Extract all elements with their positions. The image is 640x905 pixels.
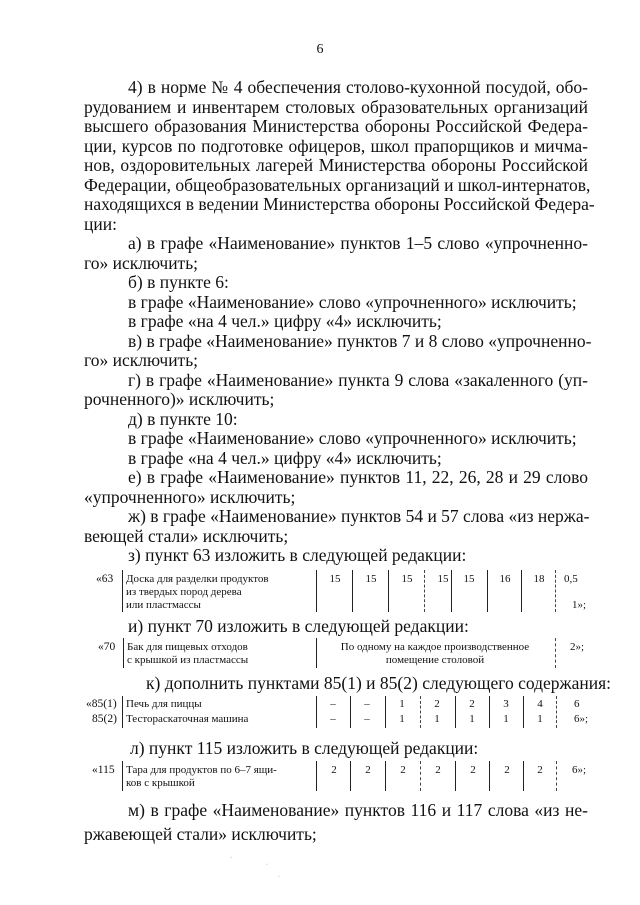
norm-value-last: 2»; [570,641,585,653]
text-line: и) пункт 70 изложить в следующей редакции: [128,616,469,636]
scan-speck: · [266,862,268,868]
norm-value: 1 [503,713,509,725]
norm-value: 2 [365,764,371,776]
text-line: «упрочненного» исключить; [84,486,296,507]
norm-value: 1 [399,698,405,710]
text-line: г) в графе «Наименование» пункта 9 слова «закаленного (уп- [128,369,588,390]
column-divider [424,570,425,612]
item-name-line: с крышкой из пластмассы [127,654,249,666]
item-number: 85(2) [92,713,117,725]
text-line: ж) в графе «Наименование» пунктов 54 и 57 слова «из нержа- [128,506,590,526]
text-line: б) в пункте 6: [128,272,229,292]
text-line: ржавеющей стали» исключить; [84,824,317,844]
column-divider [122,761,123,791]
column-divider [455,696,456,728]
norm-value: 1 [469,713,475,725]
column-divider [556,761,557,791]
column-divider [123,638,124,668]
column-divider [316,570,317,612]
norm-value: 15 [401,573,413,585]
norm-value: 4 [537,698,543,710]
norm-value: 16 [499,573,511,585]
norm-value: 18 [533,573,545,585]
item-number: «85(1) [86,698,117,710]
page-number: 6 [316,42,324,57]
column-divider [316,761,317,791]
column-divider [385,761,386,791]
norm-value: – [364,698,370,710]
text-line: го» исключить; [84,252,199,273]
text-line: рочненного)» исключить; [84,389,275,409]
column-divider [122,696,123,728]
column-divider [388,570,389,612]
item-number: «70 [98,641,116,653]
item-name-line: ков с крышкой [126,777,195,789]
column-divider [316,696,317,728]
column-divider [420,696,421,728]
column-divider [521,570,522,612]
norm-value-last: 6»; [574,713,589,725]
column-divider [350,696,351,728]
norm-value: 2 [469,698,475,710]
norm-value: – [330,698,336,710]
norm-value: 3 [503,698,509,710]
item-name: Тестораскаточная машина [126,713,249,725]
text-line: 4) в норме № 4 обеспечения столово-кухонной посудой, обо- [128,77,588,97]
column-divider [489,696,490,728]
column-divider [122,570,123,612]
text-line: нов, оздоровительных лагерей Министерства обороны Российской [84,155,588,175]
text-line: рудованием и инвентарем столовых образовательных организаций [84,96,588,117]
text-line: в графе «на 4 чел.» цифру «4» исключить; [128,447,442,468]
text-line: в графе «на 4 чел.» цифру «4» исключить; [128,311,442,331]
text-line: л) пункт 115 изложить в следующей редакции: [130,738,479,758]
text-line: м) в графе «Наименование» пунктов 116 и 117 слова «из не- [128,800,588,820]
item-name-line: Доска для разделки продуктов [126,573,269,585]
norm-value: 2 [537,764,543,776]
item-name-line: Тара для продуктов по 6–7 ящи- [126,764,277,776]
norm-value-last: 0,5 [564,573,578,585]
column-divider [385,696,386,728]
column-divider [523,761,524,791]
norm-value: 2 [470,764,476,776]
text-line: в графе «Наименование» слово «упрочненного» исключить; [128,291,577,312]
text-line: а) в графе «Наименование» пунктов 1–5 слово «упрочненно- [128,233,588,253]
column-divider [487,570,488,612]
text-line: д) в пункте 10: [128,408,238,429]
column-divider [316,638,317,668]
text-line: находящихся в ведении Министерства обороны Российской Федера- [84,194,595,214]
column-divider [523,696,524,728]
column-divider [556,696,557,728]
scan-speck: · [278,874,280,880]
norm-value: – [330,713,336,725]
column-divider [352,570,353,612]
column-divider [451,570,452,612]
column-divider [420,761,421,791]
norm-text-line: По одному на каждое производственное [340,641,530,653]
text-line: е) в графе «Наименование» пунктов 11, 22, 26, 28 и 29 слово [128,467,588,487]
text-line: Федерации, общеобразовательных организаций и школ-интернатов, [84,174,591,195]
norm-value: 1 [537,713,543,725]
norm-value-last: 1»; [572,599,587,611]
column-divider [555,570,556,612]
text-line: веющей стали» исключить; [84,525,289,546]
text-line: высшего образования Министерства обороны Российской Федера- [84,116,588,136]
norm-value: 15 [437,573,449,585]
norm-text-line: помещение столовой [385,654,485,666]
column-divider [489,761,490,791]
norm-value-last: 6 [574,698,580,710]
norm-value: 2 [435,764,441,776]
column-divider [350,761,351,791]
norm-value: 2 [434,698,440,710]
norm-value: 2 [331,764,337,776]
norm-value: – [364,713,370,725]
norm-value-last: 6»; [572,764,587,776]
column-divider [555,638,556,668]
text-line: в графе «Наименование» слово «упрочненного» исключить; [128,428,577,448]
text-line: в) в графе «Наименование» пунктов 7 и 8 слово «упрочненно- [128,330,592,351]
column-divider [455,761,456,791]
norm-value: 15 [365,573,377,585]
norm-value: 15 [463,573,475,585]
item-name-line: из твердых пород дерева [126,586,242,598]
norm-value: 2 [400,764,406,776]
norm-value: 1 [434,713,440,725]
item-name-line: Бак для пищевых отходов [127,641,248,653]
item-name-line: или пластмассы [126,599,201,611]
scan-speck: · [230,855,232,861]
norm-value: 15 [329,573,341,585]
text-line: к) дополнить пунктами 85(1) и 85(2) следующего содержания: [146,673,612,693]
norm-value: 1 [399,713,405,725]
text-line: го» исключить; [84,350,199,370]
text-line: ции: [84,213,117,234]
text-line: з) пункт 63 изложить в следующей редакции: [128,545,467,565]
item-number: «63 [96,573,114,585]
item-name: Печь для пиццы [126,698,202,710]
norm-value: 2 [504,764,510,776]
item-number: «115 [92,764,115,776]
text-line: ции, курсов по подготовке офицеров, школ прапорщиков и мичма- [84,135,588,156]
